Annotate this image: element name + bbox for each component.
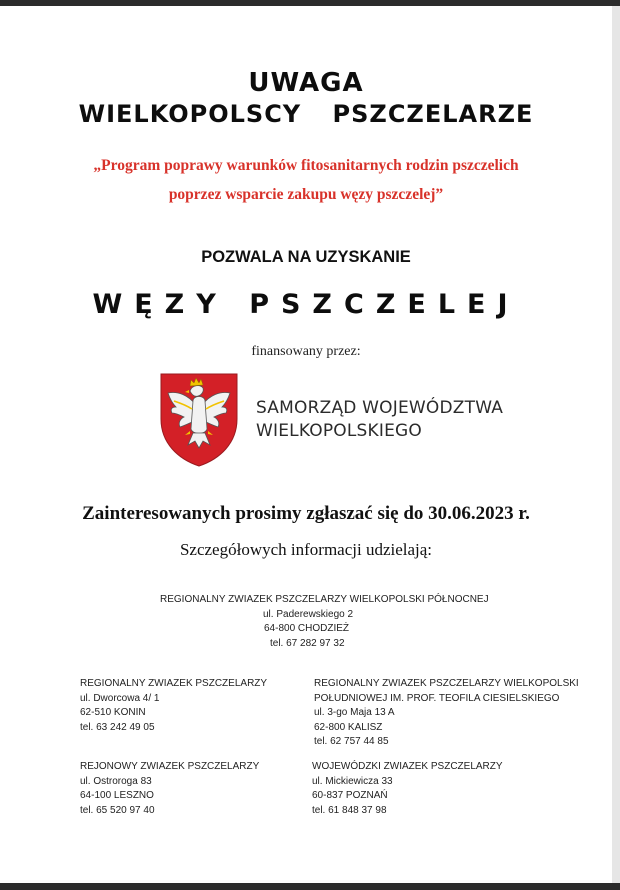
contacts-intro: Szczegółowych informacji udzielają: [179, 540, 433, 559]
pozwala-heading: POZWALA NA UZYSKANIE [201, 248, 411, 266]
contact-leszno [80, 760, 259, 818]
deadline-notice: Zainteresowanych prosimy zgłaszać się do 30.06.2023 r. [82, 503, 530, 524]
program-name-line1: „Program poprawy warunków fitosanitarnych rodzin pszczelich [93, 157, 519, 174]
document-page [0, 6, 612, 883]
contact-kalisz [314, 677, 579, 750]
org-street: ul. Ostroroga 83 [80, 775, 152, 787]
org-city: 60-837 POZNAŃ [312, 790, 388, 801]
org-name-cont: POŁUDNIOWEJ IM. PROF. TEOFILA CIESIELSKIEGO [314, 692, 560, 704]
org-city: 62-510 KONIN [80, 707, 146, 718]
org-city: 64-100 LESZNO [80, 790, 154, 801]
org-phone: tel. 67 282 97 32 [270, 637, 345, 649]
org-name: REJONOWY ZWIAZEK PSZCZELARZY [80, 761, 260, 772]
funded-by-label: finansowany przez: [251, 344, 361, 359]
org-name: REGIONALNY ZWIAZEK PSZCZELARZY [80, 678, 268, 689]
org-city: 62-800 KALISZ [314, 721, 383, 733]
org-name: REGIONALNY ZWIAZEK PSZCZELARZY WIELKOPOLSKI [314, 678, 579, 689]
title-wielkopolscy-pszczelarze: WIELKOPOLSCY PSZCZELARZE [78, 100, 534, 128]
org-phone: tel. 61 848 37 98 [312, 804, 387, 816]
org-street: ul. Paderewskiego 2 [263, 608, 354, 620]
contact-chodziez [160, 593, 489, 651]
viewer-bottom-bar [0, 883, 620, 890]
contact-poznan [312, 760, 503, 818]
org-street: ul. Mickiewicza 33 [312, 775, 393, 787]
org-phone: tel. 62 757 44 85 [314, 736, 389, 747]
org-phone: tel. 63 242 49 05 [80, 721, 155, 733]
org-name: WOJEWÓDZKI ZWIAZEK PSZCZELARZY [312, 761, 503, 772]
logo-text-line1: SAMORZĄD WOJEWÓDZTWA [256, 398, 504, 418]
title-uwaga: UWAGA [248, 68, 364, 98]
org-phone: tel. 65 520 97 40 [80, 804, 155, 816]
program-name-line2: poprzez wsparcie zakupu węzy pszczelej” [168, 186, 444, 203]
org-name: REGIONALNY ZWIAZEK PSZCZELARZY WIELKOPOLSKI PÓŁNOCNEJ [160, 594, 489, 605]
org-city: 64-800 CHODZIEŻ [264, 623, 350, 634]
org-street: ul. 3-go Maja 13 A [314, 707, 395, 718]
contact-konin [80, 677, 267, 735]
org-street: ul. Dworcowa 4/ 1 [80, 692, 160, 704]
scrollbar-track[interactable] [612, 6, 620, 883]
logo-text-line2: WIELKOPOLSKIEGO [256, 421, 422, 441]
weza-heading: WĘZY PSZCZELEJ [92, 289, 520, 320]
eagle-crest-icon [160, 373, 238, 467]
